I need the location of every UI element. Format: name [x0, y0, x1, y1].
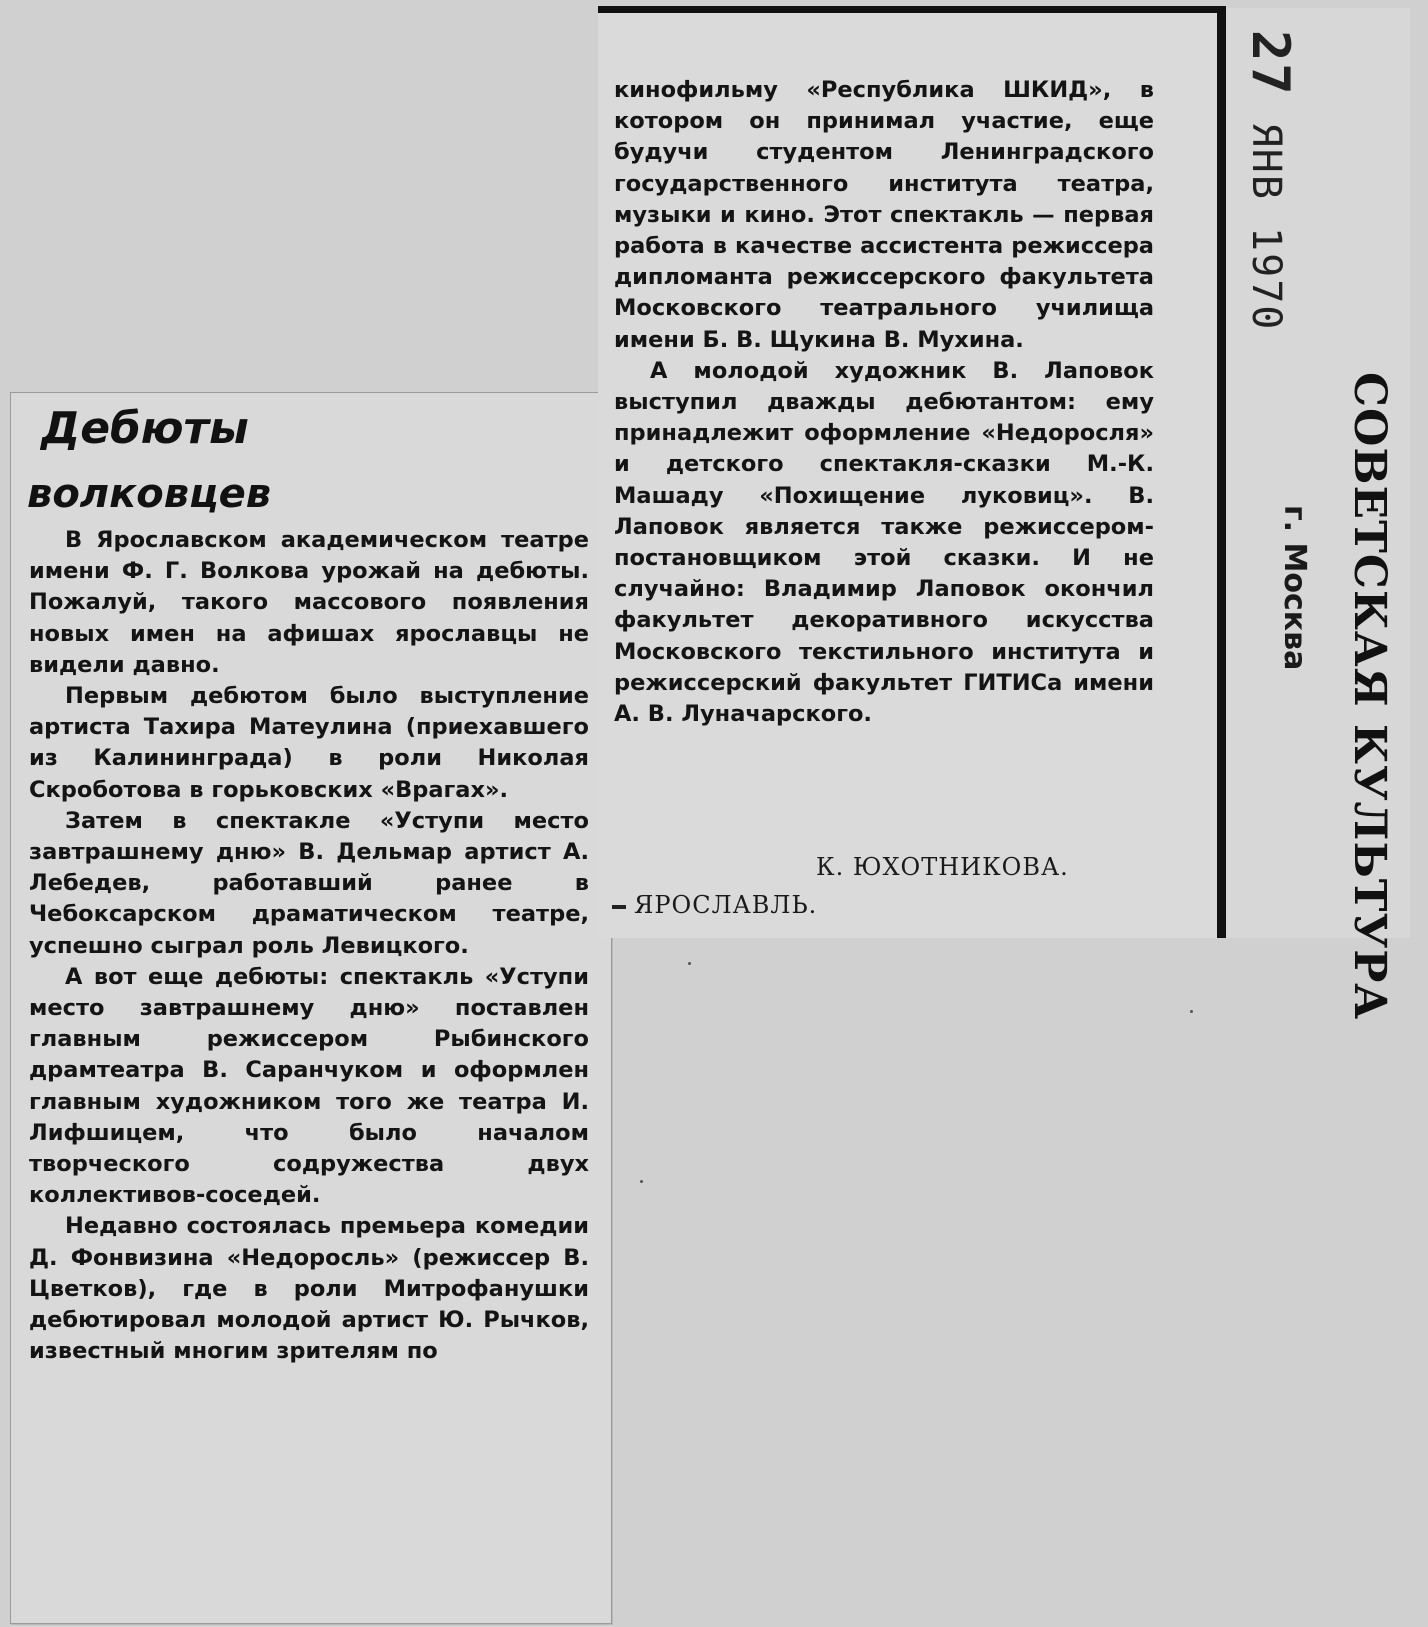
- dust-speck: [1190, 1010, 1193, 1013]
- article-author: К. ЮХОТНИКОВА.: [816, 853, 1069, 881]
- article-clipping-right: [598, 6, 1226, 938]
- dust-speck: [640, 1180, 643, 1183]
- paragraph: кинофильму «Республика ШКИД», в котором он принимал участие, еще будучи студентом Ленинградского государственного института театра, музыки и кино. Этот спектакль — первая работа в качестве ассистента режиссера дипломанта режиссерского факультета Московского театрального училища имени Б. В. Щукина В. Мухина.: [614, 77, 1154, 353]
- paragraph: Первым дебютом было выступление артиста Тахира Матеулина (приехавшего из Калининграда) в роли Николая Скроботова в горьковских «Врагах».: [29, 683, 589, 803]
- article-clipping-left: [10, 392, 612, 1624]
- paragraph: В Ярославском академическом театре имени Ф. Г. Волкова урожай на дебюты. Пожалуй, такого массового появления новых имен на афишах ярославцы не видели давно.: [29, 527, 589, 678]
- article-column-right: [614, 75, 1154, 730]
- paragraph: А вот еще дебюты: спектакль «Уступи место завтрашнему дню» поставлен главным режиссером Рыбинского драмтеатра В. Саранчуком и оформлен главным художником того же театра И. Лифшицем, что было началом творческого содружества двух коллективов-соседей.: [29, 963, 589, 1209]
- dash-mark: [612, 905, 626, 909]
- dust-speck: [688, 962, 691, 965]
- date-stamp-day: 27: [1240, 30, 1300, 97]
- article-title-line1: Дебюты: [41, 403, 249, 454]
- paragraph: Недавно состоялась премьера комедии Д. Фонвизина «Недоросль» (режиссер В. Цветков), где в роли Митрофанушки дебютировал молодой артист Ю. Рычков, известный многим зрителям по: [29, 1213, 589, 1365]
- date-stamp-month-year: ЯНВ 1970: [1243, 122, 1289, 332]
- paragraph: А молодой художник В. Лаповок выступил дважды дебютантом: ему принадлежит оформление «Недоросля» и детского спектакля-сказки М.-К. Машаду «Похищение луковиц». В. Лаповок является также режиссером-постановщиком этой сказки. И не случайно: Владимир Лаповок окончил факультет декоративного искусства Московского текстильного института и режиссерский факультет ГИТИСа имени А. В. Луначарского.: [614, 357, 1154, 728]
- newspaper-name-stamp: СОВЕТСКАЯ КУЛЬТУРА: [1344, 372, 1395, 1021]
- newspaper-city-stamp: г. Москва: [1277, 505, 1312, 671]
- date-stamp: [1240, 30, 1300, 331]
- article-city: ЯРОСЛАВЛЬ.: [634, 891, 818, 919]
- article-column-left: [29, 525, 589, 1367]
- paragraph: Затем в спектакле «Уступи место завтрашнему дню» В. Дельмар артист А. Лебедев, работавший ранее в Чебоксарском драматическом театре, успешно сыграл роль Левицкого.: [29, 807, 589, 959]
- article-title-line2: волковцев: [27, 471, 272, 517]
